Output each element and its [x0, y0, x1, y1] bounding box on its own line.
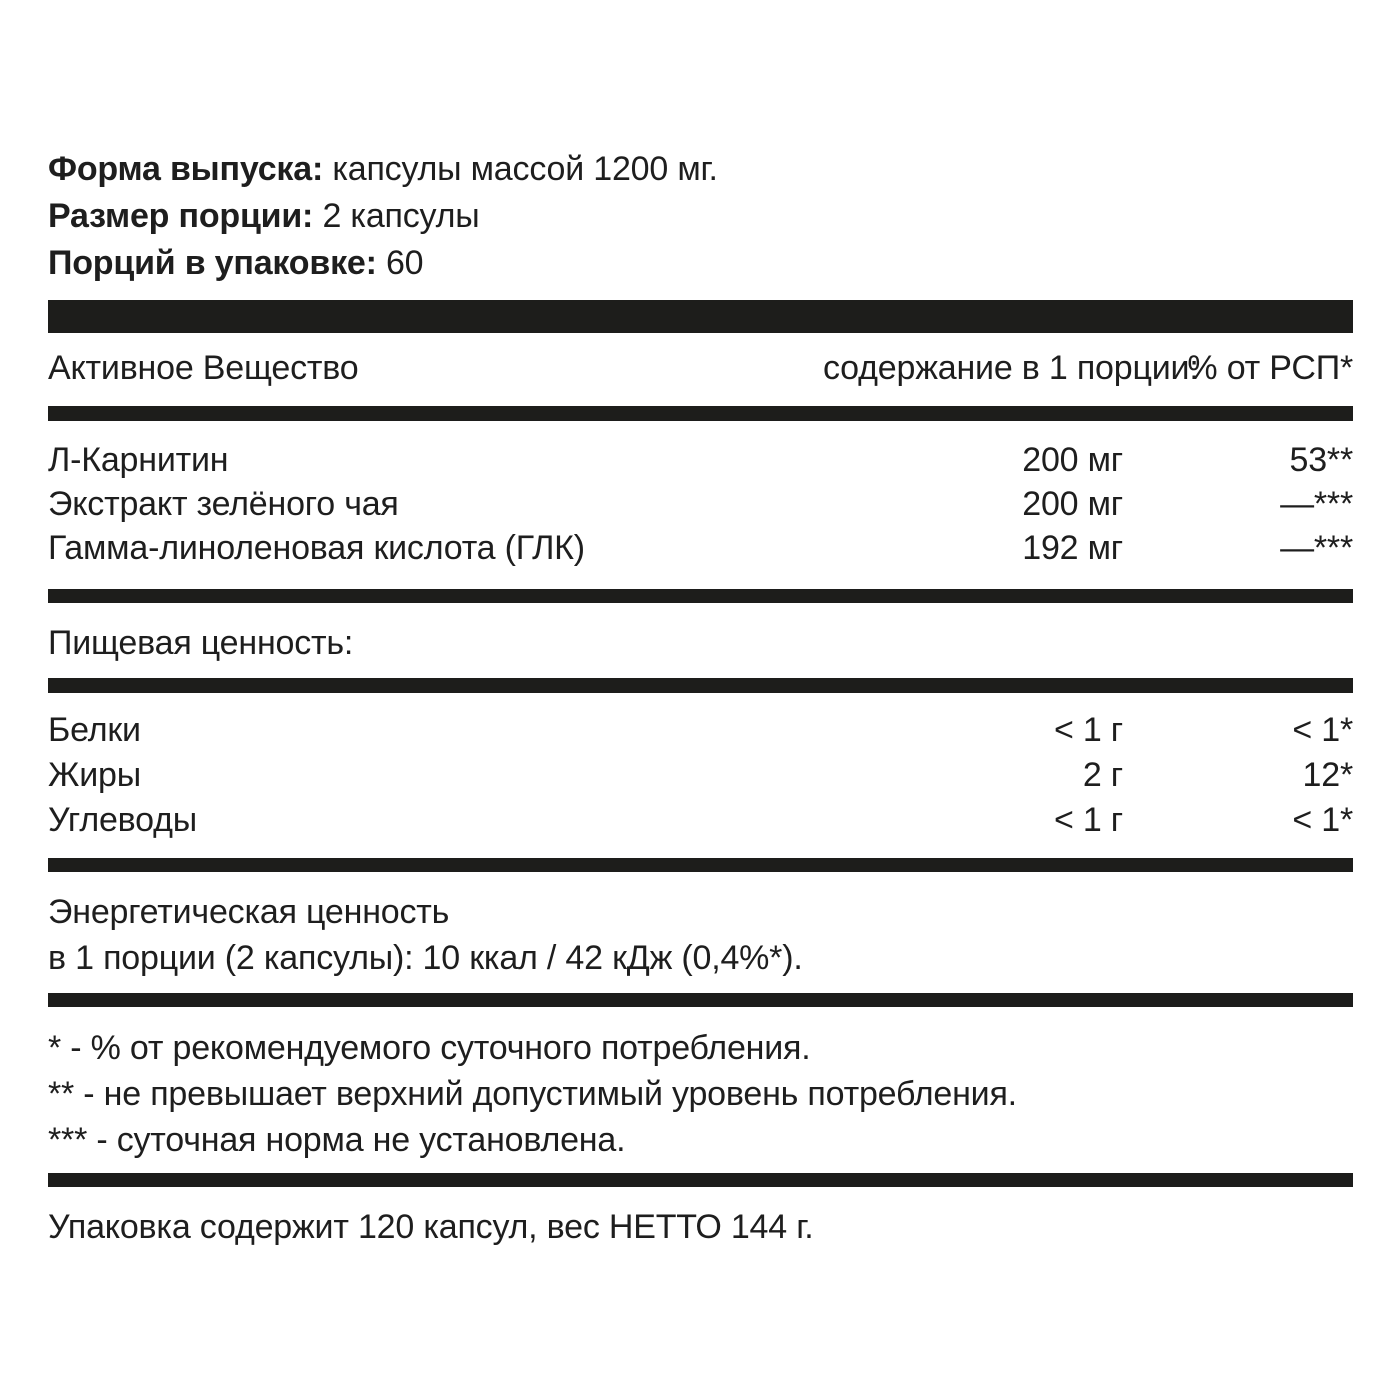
- serving-size-label: Размер порции:: [48, 197, 314, 235]
- nutrient-name: Белки: [48, 711, 141, 749]
- ingredient-rsp: —***: [1280, 529, 1353, 567]
- nutrient-rsp: < 1*: [1292, 711, 1353, 749]
- servings-per-pack-value: 60: [385, 244, 424, 282]
- serving-size-value: 2 капсулы: [322, 197, 480, 235]
- table-row: [48, 708, 1353, 753]
- nutrient-amount: 2 г: [1082, 756, 1123, 794]
- nutrient-rsp: 12*: [1302, 756, 1353, 794]
- table-row: [48, 438, 1353, 482]
- separator-bar-3: [48, 678, 1353, 693]
- energy-block: [48, 889, 1353, 981]
- ingredient-name: Экстракт зелёного чая: [48, 485, 399, 523]
- footnote-rsp: * - % от рекомендуемого суточного потребления.: [48, 1029, 811, 1067]
- header-substance: Активное Вещество: [48, 349, 359, 387]
- table-row: [48, 798, 1353, 843]
- ingredient-name: Гамма-линоленовая кислота (ГЛК): [48, 529, 585, 567]
- footnote-upper-limit: ** - не превышает верхний допустимый уровень потребления.: [48, 1075, 1017, 1113]
- table-row: [48, 482, 1353, 526]
- energy-line-2: в 1 порции (2 капсулы): 10 ккал / 42 кДж (0,4%*).: [48, 939, 803, 977]
- separator-bar-6: [48, 1173, 1353, 1187]
- separator-bar-4: [48, 858, 1353, 872]
- nutrition-title: Пищевая ценность:: [48, 624, 354, 662]
- active-table-body: [48, 438, 1353, 570]
- serving-size-line: [48, 193, 718, 240]
- separator-bar-5: [48, 993, 1353, 1007]
- ingredient-amount: 200 мг: [1022, 485, 1123, 523]
- header-per-serving: содержание в 1 порции:: [823, 349, 1199, 387]
- energy-line-1: Энергетическая ценность: [48, 893, 450, 931]
- table-row: [48, 753, 1353, 798]
- ingredient-amount: 200 мг: [1022, 441, 1123, 479]
- product-info-block: [48, 146, 718, 287]
- servings-per-pack-label: Порций в упаковке:: [48, 244, 377, 282]
- separator-bar-1: [48, 406, 1353, 421]
- nutrient-rsp: < 1*: [1292, 801, 1353, 839]
- separator-bar-2: [48, 589, 1353, 603]
- package-note: Упаковка содержит 120 капсул, вес НЕТТО 144 г.: [48, 1208, 814, 1246]
- release-form-label: Форма выпуска:: [48, 150, 324, 188]
- active-table-header: [48, 345, 1353, 391]
- ingredient-name: Л-Карнитин: [48, 441, 229, 479]
- nutrition-table-body: [48, 708, 1353, 843]
- ingredient-rsp: 53**: [1289, 441, 1353, 479]
- top-thick-bar: [48, 300, 1353, 333]
- header-rsp: % от РСП*: [1187, 349, 1353, 387]
- footnotes-block: [48, 1025, 1353, 1163]
- ingredient-rsp: —***: [1280, 485, 1353, 523]
- footnote-no-daily-norm: *** - суточная норма не установлена.: [48, 1121, 626, 1159]
- nutrient-name: Углеводы: [48, 801, 197, 839]
- nutrient-amount: < 1 г: [1053, 801, 1123, 839]
- ingredient-amount: 192 мг: [1022, 529, 1123, 567]
- release-form-value: капсулы массой 1200 мг.: [332, 150, 718, 188]
- nutrient-amount: < 1 г: [1053, 711, 1123, 749]
- servings-per-pack-line: [48, 240, 718, 287]
- nutrient-name: Жиры: [48, 756, 141, 794]
- table-row: [48, 526, 1353, 570]
- release-form-line: [48, 146, 718, 193]
